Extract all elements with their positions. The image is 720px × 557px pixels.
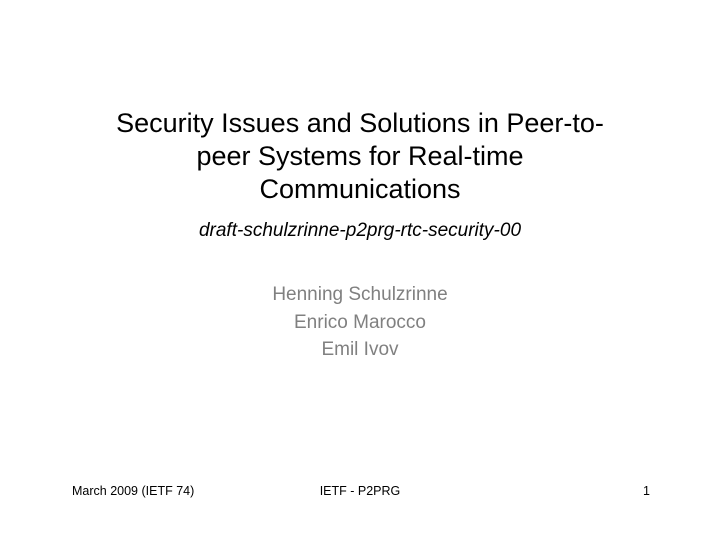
- footer-date: March 2009 (IETF 74): [72, 484, 195, 498]
- draft-name: draft-schulzrinne-p2prg-rtc-security-00: [198, 220, 522, 241]
- title-line-3: Communications: [259, 174, 461, 204]
- title-line-2: peer Systems for Real-time: [196, 141, 524, 171]
- author-3: Emil Ivov: [321, 339, 399, 360]
- slide-title: [60, 107, 660, 206]
- title-line-1: Security Issues and Solutions in Peer-to-: [116, 108, 604, 138]
- author-2: Enrico Marocco: [294, 311, 426, 333]
- author-1: Henning Schulzrinne: [272, 284, 448, 305]
- page-number: 1: [643, 484, 650, 498]
- author-list: [60, 281, 660, 364]
- footer-group: IETF - P2PRG: [319, 484, 401, 498]
